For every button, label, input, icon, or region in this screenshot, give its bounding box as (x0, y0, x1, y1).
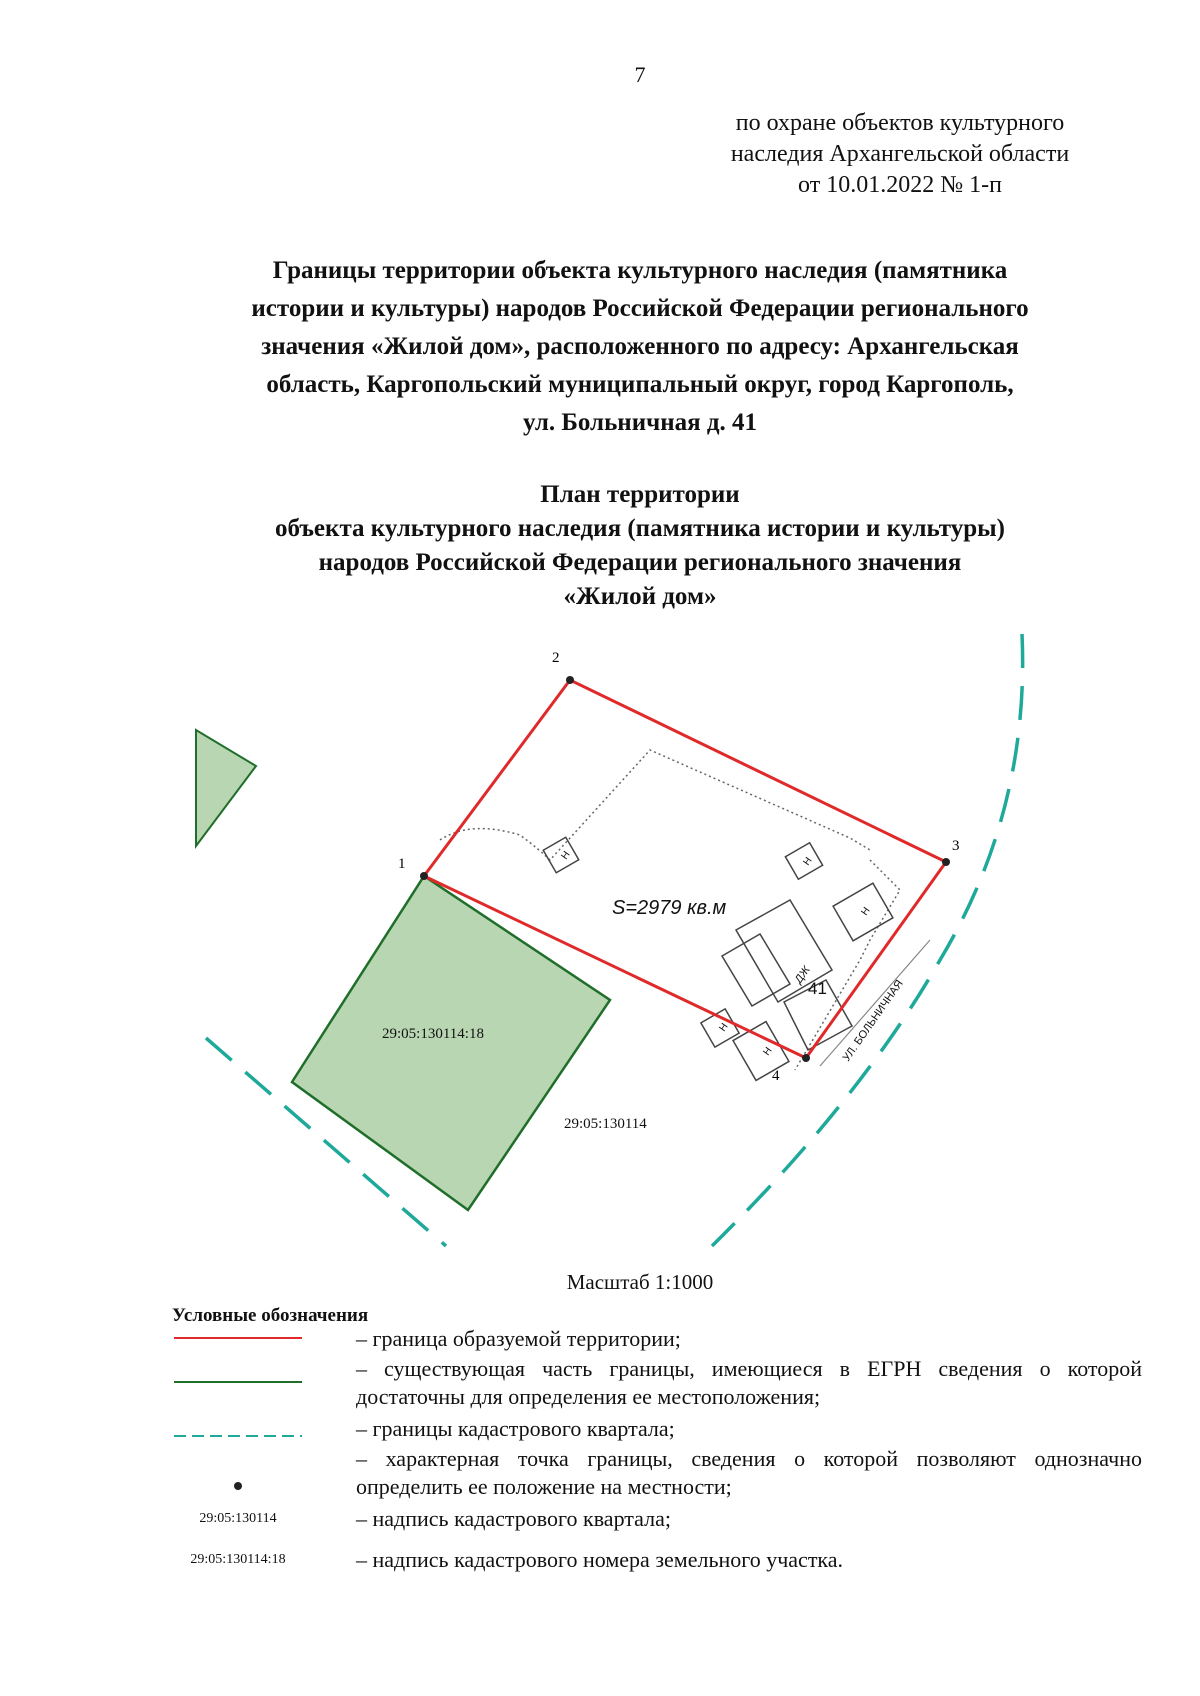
boundary-point-4 (802, 1054, 810, 1062)
fence-line-east (795, 860, 900, 1070)
subtitle-line-2: объекта культурного наследия (памятника истории и культуры) (274, 515, 1005, 542)
title-line-1: Границы территории объекта культурного наследия (памятника (272, 257, 1008, 284)
legend-symbols (172, 1330, 304, 1520)
quarter-boundary-east (712, 634, 1023, 1246)
page-number: 7 (634, 62, 646, 87)
legend-item-quarter-boundary: – границы кадастрового квартала; (356, 1416, 675, 1441)
approval-block (680, 108, 1120, 201)
legend-point (234, 1482, 242, 1490)
subtitle-line-4: «Жилой дом» (563, 583, 717, 610)
title-line-4: область, Каргопольский муниципальный округ, город Каргополь, (266, 371, 1014, 398)
house-number-label: 41 (808, 979, 827, 998)
legend-item-parcel-label: – надпись кадастрового номера земельного участка. (356, 1547, 844, 1572)
subtitle-line-1: План территории (540, 481, 740, 508)
territory-plan-map (0, 630, 1200, 1250)
legend-item-quarter-label: – надпись кадастрового квартала; (356, 1506, 671, 1531)
approval-line-2: наследия Архангельской области (730, 141, 1070, 167)
approval-line-3: от 10.01.2022 № 1-п (798, 172, 1002, 198)
boundary-point-2 (566, 676, 574, 684)
area-label: S=2979 кв.м (612, 897, 727, 919)
boundary-point-1 (420, 872, 428, 880)
outbuilding-label-3: Н (859, 905, 873, 918)
point-label-2: 2 (552, 650, 560, 666)
building-type-label: ДЖ (792, 964, 813, 986)
parcel-29-05-130114-18 (292, 876, 610, 1210)
quarter-number-label: 29:05:130114 (564, 1116, 647, 1132)
legend-quarter-symbol: 29:05:130114 (199, 1511, 277, 1526)
title-line-2: истории и культуры) народов Российской Федерации регионального (251, 295, 1029, 322)
legend-parcel-symbol: 29:05:130114:18 (190, 1552, 286, 1567)
legend-title: Условные обозначения (172, 1305, 369, 1326)
map-scale: Масштаб 1:1000 (566, 1270, 714, 1294)
boundary-point-3 (942, 858, 950, 866)
legend-item-existing-boundary: – существующая часть границы, имеющиеся в ЕГРН сведения о которой достаточны для определения ее местоположения; (356, 1356, 1142, 1409)
document-title (150, 252, 1130, 442)
outbuilding-label-1: Н (559, 849, 573, 862)
outbuilding-label-2: Н (801, 855, 815, 868)
plan-subtitle (150, 478, 1130, 614)
house-annex (722, 934, 790, 1006)
neighbor-parcel-top (196, 730, 256, 846)
title-line-3: значения «Жилой дом», расположенного по адресу: Архангельская (261, 333, 1019, 360)
outbuilding-label-5: Н (761, 1045, 775, 1058)
approval-line-1: по охране объектов культурного (735, 110, 1065, 136)
point-label-3: 3 (952, 838, 960, 854)
legend-item-point: – характерная точка границы, сведения о которой позволяют однозначно определить ее положение на местности; (356, 1446, 1142, 1499)
legend-item-boundary: – граница образуемой территории; (356, 1326, 681, 1351)
outbuilding-label-4: Н (717, 1021, 731, 1034)
point-label-1: 1 (398, 856, 406, 872)
street-label: УЛ. БОЛЬНИЧНАЯ (840, 977, 906, 1064)
parcel-number-label: 29:05:130114:18 (382, 1026, 484, 1042)
point-label-4: 4 (772, 1068, 780, 1084)
subtitle-line-3: народов Российской Федерации регионального значения (318, 549, 962, 576)
title-line-5: ул. Больничная д. 41 (522, 409, 758, 436)
